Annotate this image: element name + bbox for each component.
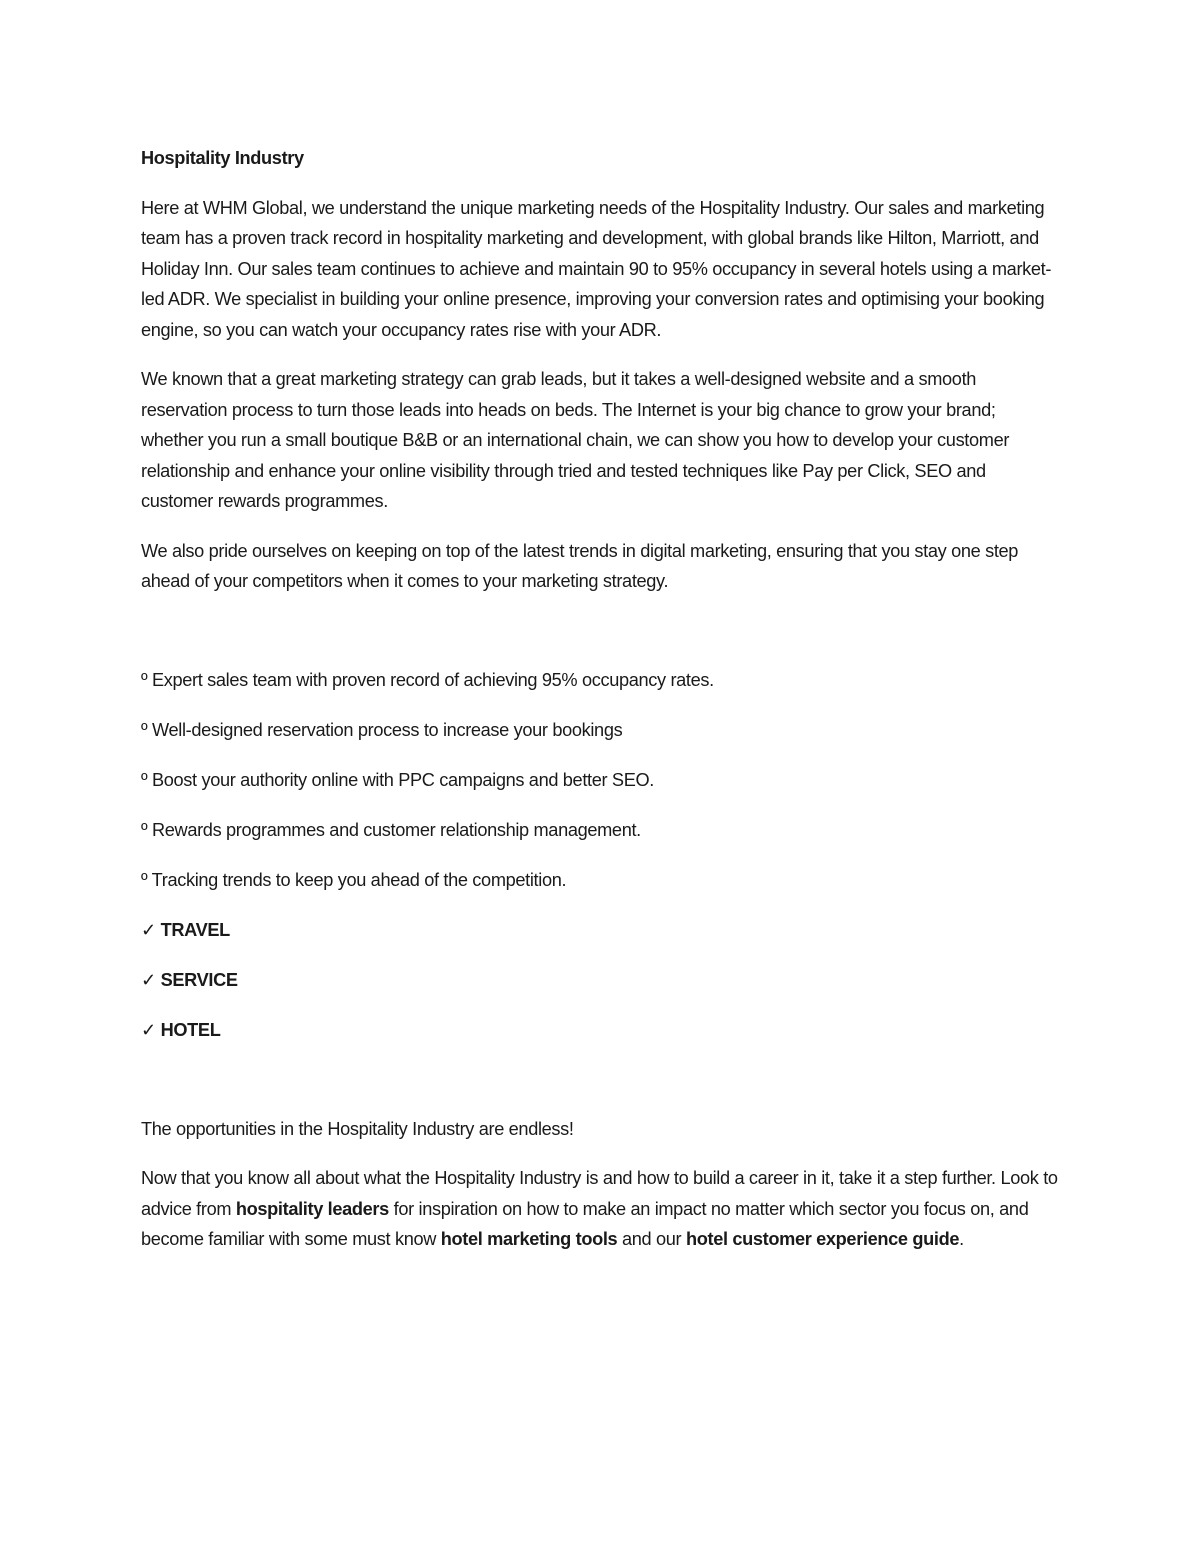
hotel-marketing-tools-link[interactable]: hotel marketing tools	[440, 1229, 618, 1250]
spacer	[141, 1065, 1061, 1114]
check-item-service: ✓ SERVICE	[141, 969, 238, 990]
final-text-3: and our	[617, 1229, 686, 1250]
bullet-item: º Tracking trends to keep you ahead of the competition.	[141, 869, 567, 890]
document-page	[141, 143, 1061, 1274]
document-title: Hospitality Industry	[141, 148, 304, 168]
final-text-4: .	[959, 1229, 964, 1250]
final-text-2: for inspiration on how to make an impact no matter which sector you focus on, and become familiar with some must know	[141, 1198, 1029, 1250]
spacer	[141, 616, 1061, 665]
final-paragraph	[141, 1163, 1061, 1254]
bullet-item: º Well-designed reservation process to increase your bookings	[141, 720, 623, 741]
bullet-item: º Rewards programmes and customer relationship management.	[141, 820, 641, 840]
check-item-hotel: ✓ HOTEL	[141, 1019, 221, 1040]
closing-line: The opportunities in the Hospitality Industry are endless!	[141, 1118, 574, 1139]
bullet-item: º Boost your authority online with PPC campaigns and better SEO.	[141, 770, 654, 791]
strategy-paragraph: We known that a great marketing strategy can grab leads, but it takes a well-designed website and a smooth reservation process to turn those leads into heads on beds. The Internet is your big chance to grow your brand; whether you run a small boutique B&B or an international chain, we can show you how to develop your customer relationship and enhance your online visibility through tried and tested techniques like Pay per Click, SEO and customer rewards programmes.	[141, 369, 1010, 512]
check-item-travel: ✓ TRAVEL	[141, 919, 230, 940]
final-text-1: Now that you know all about what the Hospitality Industry is and how to build a career in it, take it a step further. Look to advice from	[141, 1168, 1058, 1219]
customer-experience-guide-link[interactable]: hotel customer experience guide	[685, 1229, 960, 1250]
trends-paragraph: We also pride ourselves on keeping on top of the latest trends in digital marketing, ensuring that you stay one step ahead of your competitors when it comes to your marketing strategy.	[141, 540, 1019, 592]
intro-paragraph: Here at WHM Global, we understand the unique marketing needs of the Hospitality Industry. Our sales and marketing team has a proven track record in hospitality marketing and development, with global brands like Hilton, Marriott, and Holiday Inn. Our sales team continues to achieve and maintain 90 to 95% occupancy in several hotels using a market-led ADR. We specialist in building your online presence, improving your conversion rates and optimising your booking engine, so you can watch your occupancy rates rise with your ADR.	[141, 197, 1052, 340]
hospitality-leaders-link[interactable]: hospitality leaders	[235, 1198, 389, 1219]
bullet-item: º Expert sales team with proven record of achieving 95% occupancy rates.	[141, 670, 714, 691]
